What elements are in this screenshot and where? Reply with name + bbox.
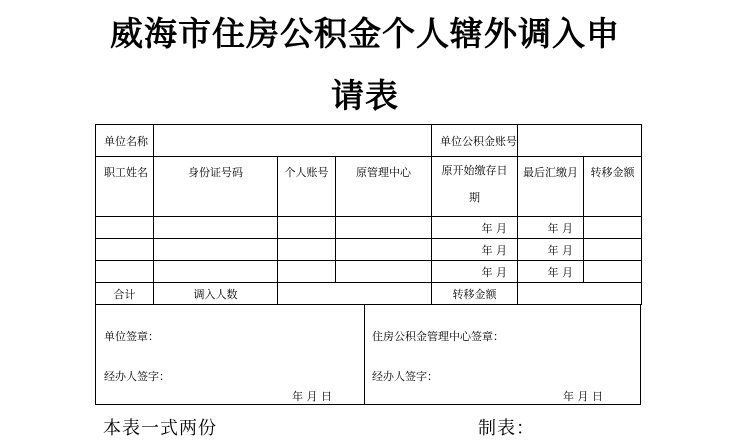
footer-prepared-by: 制表： — [478, 418, 535, 439]
cell-last-month[interactable]: 年 月 — [518, 217, 584, 239]
unit-name-label: 单位名称 — [96, 125, 154, 157]
unit-date: 年 月 日 — [292, 390, 332, 403]
table-row — [96, 239, 642, 261]
header-employee-name — [96, 157, 154, 217]
cell-original-center[interactable] — [336, 239, 432, 261]
cell-start-date[interactable]: 年 月 — [432, 261, 518, 283]
center-date: 年 月 日 — [563, 390, 603, 403]
header-id-number-text: 身份证号码 — [188, 166, 243, 179]
header-transfer-amount — [584, 157, 642, 217]
cell-last-month[interactable]: 年 月 — [518, 261, 584, 283]
total-row — [96, 283, 642, 305]
unit-seal-label: 单位签章： — [104, 330, 159, 343]
total-label: 合计 — [96, 283, 154, 305]
header-employee-name-text: 职工姓名 — [104, 166, 148, 179]
center-handler-label: 经办人签字： — [372, 370, 438, 383]
cell-personal-account[interactable] — [278, 217, 336, 239]
form-title-line1: 威海市住房公积金个人辖外调入申 — [110, 14, 620, 53]
header-id-number — [154, 157, 278, 217]
count-field[interactable] — [278, 283, 432, 305]
cell-employee-name[interactable] — [96, 261, 154, 283]
center-seal-label: 住房公积金管理中心签章： — [372, 330, 504, 343]
header-start-date-part2: 期 — [469, 191, 480, 204]
cell-original-center[interactable] — [336, 261, 432, 283]
header-start-date — [432, 157, 518, 217]
cell-id-number[interactable] — [154, 261, 278, 283]
table-row — [96, 261, 642, 283]
signature-divider — [364, 304, 365, 404]
amount-field[interactable] — [518, 283, 642, 305]
header-personal-account-text: 个人账号 — [284, 166, 329, 179]
cell-start-date[interactable]: 年 月 — [432, 217, 518, 239]
table-row — [96, 217, 642, 239]
unit-name-field[interactable] — [154, 125, 432, 157]
header-original-center-text: 原管理中心 — [356, 166, 411, 179]
cell-personal-account[interactable] — [278, 261, 336, 283]
unit-account-field[interactable] — [518, 125, 642, 157]
header-last-month — [518, 157, 584, 217]
header-start-date-part1: 原开始缴存日 — [441, 164, 508, 177]
cell-employee-name[interactable] — [96, 239, 154, 261]
header-transfer-amount-text: 转移金额 — [590, 166, 635, 179]
unit-info-row — [96, 125, 642, 157]
cell-id-number[interactable] — [154, 239, 278, 261]
cell-original-center[interactable] — [336, 217, 432, 239]
cell-id-number[interactable] — [154, 217, 278, 239]
header-row — [96, 157, 642, 217]
count-label: 调入人数 — [154, 283, 278, 305]
amount-label: 转移金额 — [432, 283, 518, 305]
cell-transfer-amount[interactable] — [584, 217, 642, 239]
form-title-line2: 请表 — [331, 76, 399, 115]
header-original-center — [336, 157, 432, 217]
signature-section — [95, 304, 641, 405]
cell-employee-name[interactable] — [96, 217, 154, 239]
application-table — [95, 124, 642, 305]
header-last-month-text: 最后汇缴月 — [523, 166, 578, 179]
unit-handler-label: 经办人签字： — [104, 370, 170, 383]
cell-personal-account[interactable] — [278, 239, 336, 261]
cell-last-month[interactable]: 年 月 — [518, 239, 584, 261]
cell-transfer-amount[interactable] — [584, 261, 642, 283]
cell-start-date[interactable]: 年 月 — [432, 239, 518, 261]
footer-copies-note: 本表一式两份 — [103, 418, 217, 439]
cell-transfer-amount[interactable] — [584, 239, 642, 261]
header-personal-account — [278, 157, 336, 217]
unit-account-label: 单位公积金账号 — [432, 125, 518, 157]
